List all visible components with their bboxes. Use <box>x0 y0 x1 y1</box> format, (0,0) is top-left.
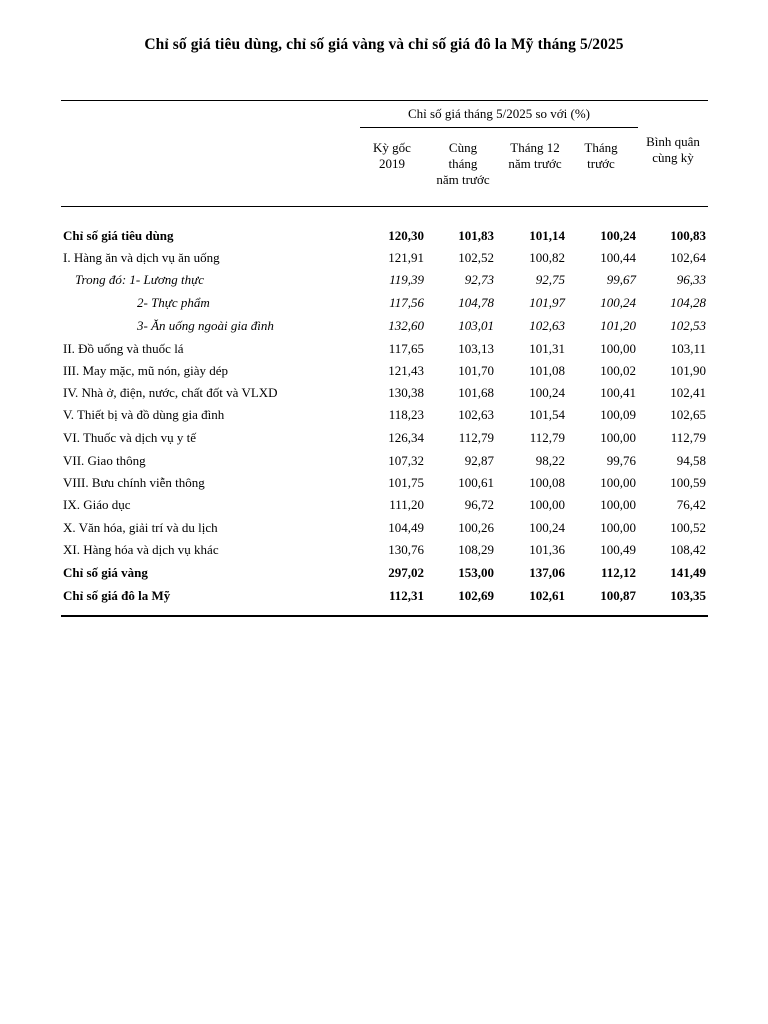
row-value: 101,70 <box>458 363 494 378</box>
column-header-period-average: Bình quân cùng kỳ <box>646 134 700 165</box>
row-value: 94,58 <box>676 453 706 468</box>
column-header-previous-month: Tháng trước <box>584 140 618 171</box>
row-value: 100,24 <box>529 520 565 535</box>
table-top-rule <box>61 100 708 101</box>
row-value: 130,38 <box>388 385 424 400</box>
row-value: 100,09 <box>600 407 636 422</box>
row-value: 102,64 <box>670 250 706 265</box>
row-value: 100,00 <box>600 341 636 356</box>
row-value: 100,02 <box>600 363 636 378</box>
row-value: 101,36 <box>529 542 565 557</box>
row-label: IX. Giáo dục <box>63 497 131 512</box>
row-value: 101,20 <box>600 318 636 333</box>
row-value: 130,76 <box>388 542 424 557</box>
row-value: 100,82 <box>529 250 565 265</box>
row-label: 3- Ăn uống ngoài gia đình <box>137 318 274 333</box>
table-row <box>61 542 708 564</box>
row-label: Chỉ số giá tiêu dùng <box>63 228 174 243</box>
column-header-base-2019: Kỳ gốc 2019 <box>373 140 411 171</box>
row-value: 101,31 <box>529 341 565 356</box>
row-value: 112,79 <box>670 430 706 445</box>
row-value: 112,79 <box>458 430 494 445</box>
row-value: 101,54 <box>529 407 565 422</box>
row-value: 101,83 <box>458 228 494 243</box>
row-value: 141,49 <box>670 565 706 580</box>
row-value: 100,49 <box>600 542 636 557</box>
column-header-december-last-year: Tháng 12 năm trước <box>508 140 562 171</box>
row-label: XI. Hàng hóa và dịch vụ khác <box>63 542 219 557</box>
table-row <box>61 318 708 340</box>
row-value: 100,24 <box>600 295 636 310</box>
table-row <box>61 430 708 452</box>
row-value: 126,34 <box>388 430 424 445</box>
table-row <box>61 520 708 542</box>
row-value: 103,01 <box>458 318 494 333</box>
table-row <box>61 363 708 385</box>
row-value: 111,20 <box>389 497 424 512</box>
row-value: 103,13 <box>458 341 494 356</box>
row-label: Chỉ số giá đô la Mỹ <box>63 588 171 603</box>
row-value: 102,52 <box>458 250 494 265</box>
row-value: 104,28 <box>670 295 706 310</box>
row-value: 76,42 <box>676 497 706 512</box>
row-value: 100,08 <box>529 475 565 490</box>
row-value: 101,08 <box>529 363 565 378</box>
row-value: 102,61 <box>529 588 565 603</box>
row-value: 100,24 <box>529 385 565 400</box>
row-value: 119,39 <box>389 272 424 287</box>
table-row <box>61 295 708 317</box>
row-value: 100,87 <box>600 588 636 603</box>
row-label: VI. Thuốc và dịch vụ y tế <box>63 430 196 445</box>
table-row <box>61 385 708 407</box>
row-value: 112,12 <box>600 565 636 580</box>
row-value: 102,69 <box>458 588 494 603</box>
row-value: 100,00 <box>600 430 636 445</box>
row-value: 137,06 <box>529 565 565 580</box>
group-header-rule <box>360 127 638 128</box>
table-row <box>61 588 708 610</box>
row-value: 99,76 <box>606 453 636 468</box>
table-row <box>61 250 708 272</box>
row-value: 101,14 <box>529 228 565 243</box>
table-row <box>61 497 708 519</box>
row-value: 112,31 <box>388 588 424 603</box>
row-label: II. Đồ uống và thuốc lá <box>63 341 184 356</box>
row-value: 104,49 <box>388 520 424 535</box>
row-label: VII. Giao thông <box>63 453 146 468</box>
row-value: 103,35 <box>670 588 706 603</box>
row-value: 102,63 <box>529 318 565 333</box>
row-value: 100,61 <box>458 475 494 490</box>
row-value: 101,97 <box>529 295 565 310</box>
row-value: 100,26 <box>458 520 494 535</box>
group-header: Chỉ số giá tháng 5/2025 so với (%) <box>408 106 590 121</box>
table-row <box>61 475 708 497</box>
row-value: 118,23 <box>388 407 424 422</box>
row-value: 108,42 <box>670 542 706 557</box>
row-value: 100,00 <box>600 475 636 490</box>
row-value: 103,11 <box>670 341 706 356</box>
column-header-same-month-last-year: Cùng tháng năm trước <box>436 140 490 187</box>
row-value: 104,78 <box>458 295 494 310</box>
row-value: 112,79 <box>529 430 565 445</box>
row-value: 297,02 <box>388 565 424 580</box>
row-value: 100,59 <box>670 475 706 490</box>
header-bottom-rule <box>61 206 708 207</box>
row-value: 96,33 <box>676 272 706 287</box>
row-value: 107,32 <box>388 453 424 468</box>
table-row <box>61 565 708 587</box>
row-value: 96,72 <box>464 497 494 512</box>
row-value: 100,52 <box>670 520 706 535</box>
row-value: 102,53 <box>670 318 706 333</box>
document-title: Chỉ số giá tiêu dùng, chỉ số giá vàng và chỉ số giá đô la Mỹ tháng 5/2025 <box>144 36 624 53</box>
row-value: 108,29 <box>458 542 494 557</box>
row-label: X. Văn hóa, giải trí và du lịch <box>63 520 218 535</box>
table-row <box>61 407 708 429</box>
row-value: 99,67 <box>606 272 636 287</box>
row-value: 98,22 <box>535 453 565 468</box>
row-value: 92,75 <box>535 272 565 287</box>
row-value: 121,43 <box>388 363 424 378</box>
row-label: 2- Thực phẩm <box>137 295 210 310</box>
row-value: 100,24 <box>600 228 636 243</box>
row-label: VIII. Bưu chính viễn thông <box>63 475 205 490</box>
row-value: 117,56 <box>389 295 424 310</box>
row-value: 100,41 <box>600 385 636 400</box>
row-value: 102,63 <box>458 407 494 422</box>
row-value: 102,41 <box>670 385 706 400</box>
row-value: 100,44 <box>600 250 636 265</box>
row-value: 121,91 <box>388 250 424 265</box>
row-value: 92,73 <box>464 272 494 287</box>
table-bottom-rule <box>61 615 708 617</box>
table-row <box>61 341 708 363</box>
table-row <box>61 453 708 475</box>
table-row <box>61 272 708 294</box>
row-value: 92,87 <box>464 453 494 468</box>
row-label: IV. Nhà ở, điện, nước, chất đốt và VLXD <box>63 385 278 400</box>
row-value: 153,00 <box>458 565 494 580</box>
row-value: 100,00 <box>529 497 565 512</box>
row-value: 101,75 <box>388 475 424 490</box>
row-value: 100,00 <box>600 520 636 535</box>
table-row <box>61 228 708 250</box>
row-label: Trong đó: 1- Lương thực <box>75 272 204 287</box>
row-label: III. May mặc, mũ nón, giày dép <box>63 363 228 378</box>
row-value: 100,83 <box>670 228 706 243</box>
row-value: 101,90 <box>670 363 706 378</box>
row-value: 102,65 <box>670 407 706 422</box>
row-value: 120,30 <box>388 228 424 243</box>
row-value: 100,00 <box>600 497 636 512</box>
row-label: Chỉ số giá vàng <box>63 565 148 580</box>
row-label: V. Thiết bị và đồ dùng gia đình <box>63 407 225 422</box>
row-value: 101,68 <box>458 385 494 400</box>
row-value: 132,60 <box>388 318 424 333</box>
row-value: 117,65 <box>388 341 424 356</box>
row-label: I. Hàng ăn và dịch vụ ăn uống <box>63 250 220 265</box>
